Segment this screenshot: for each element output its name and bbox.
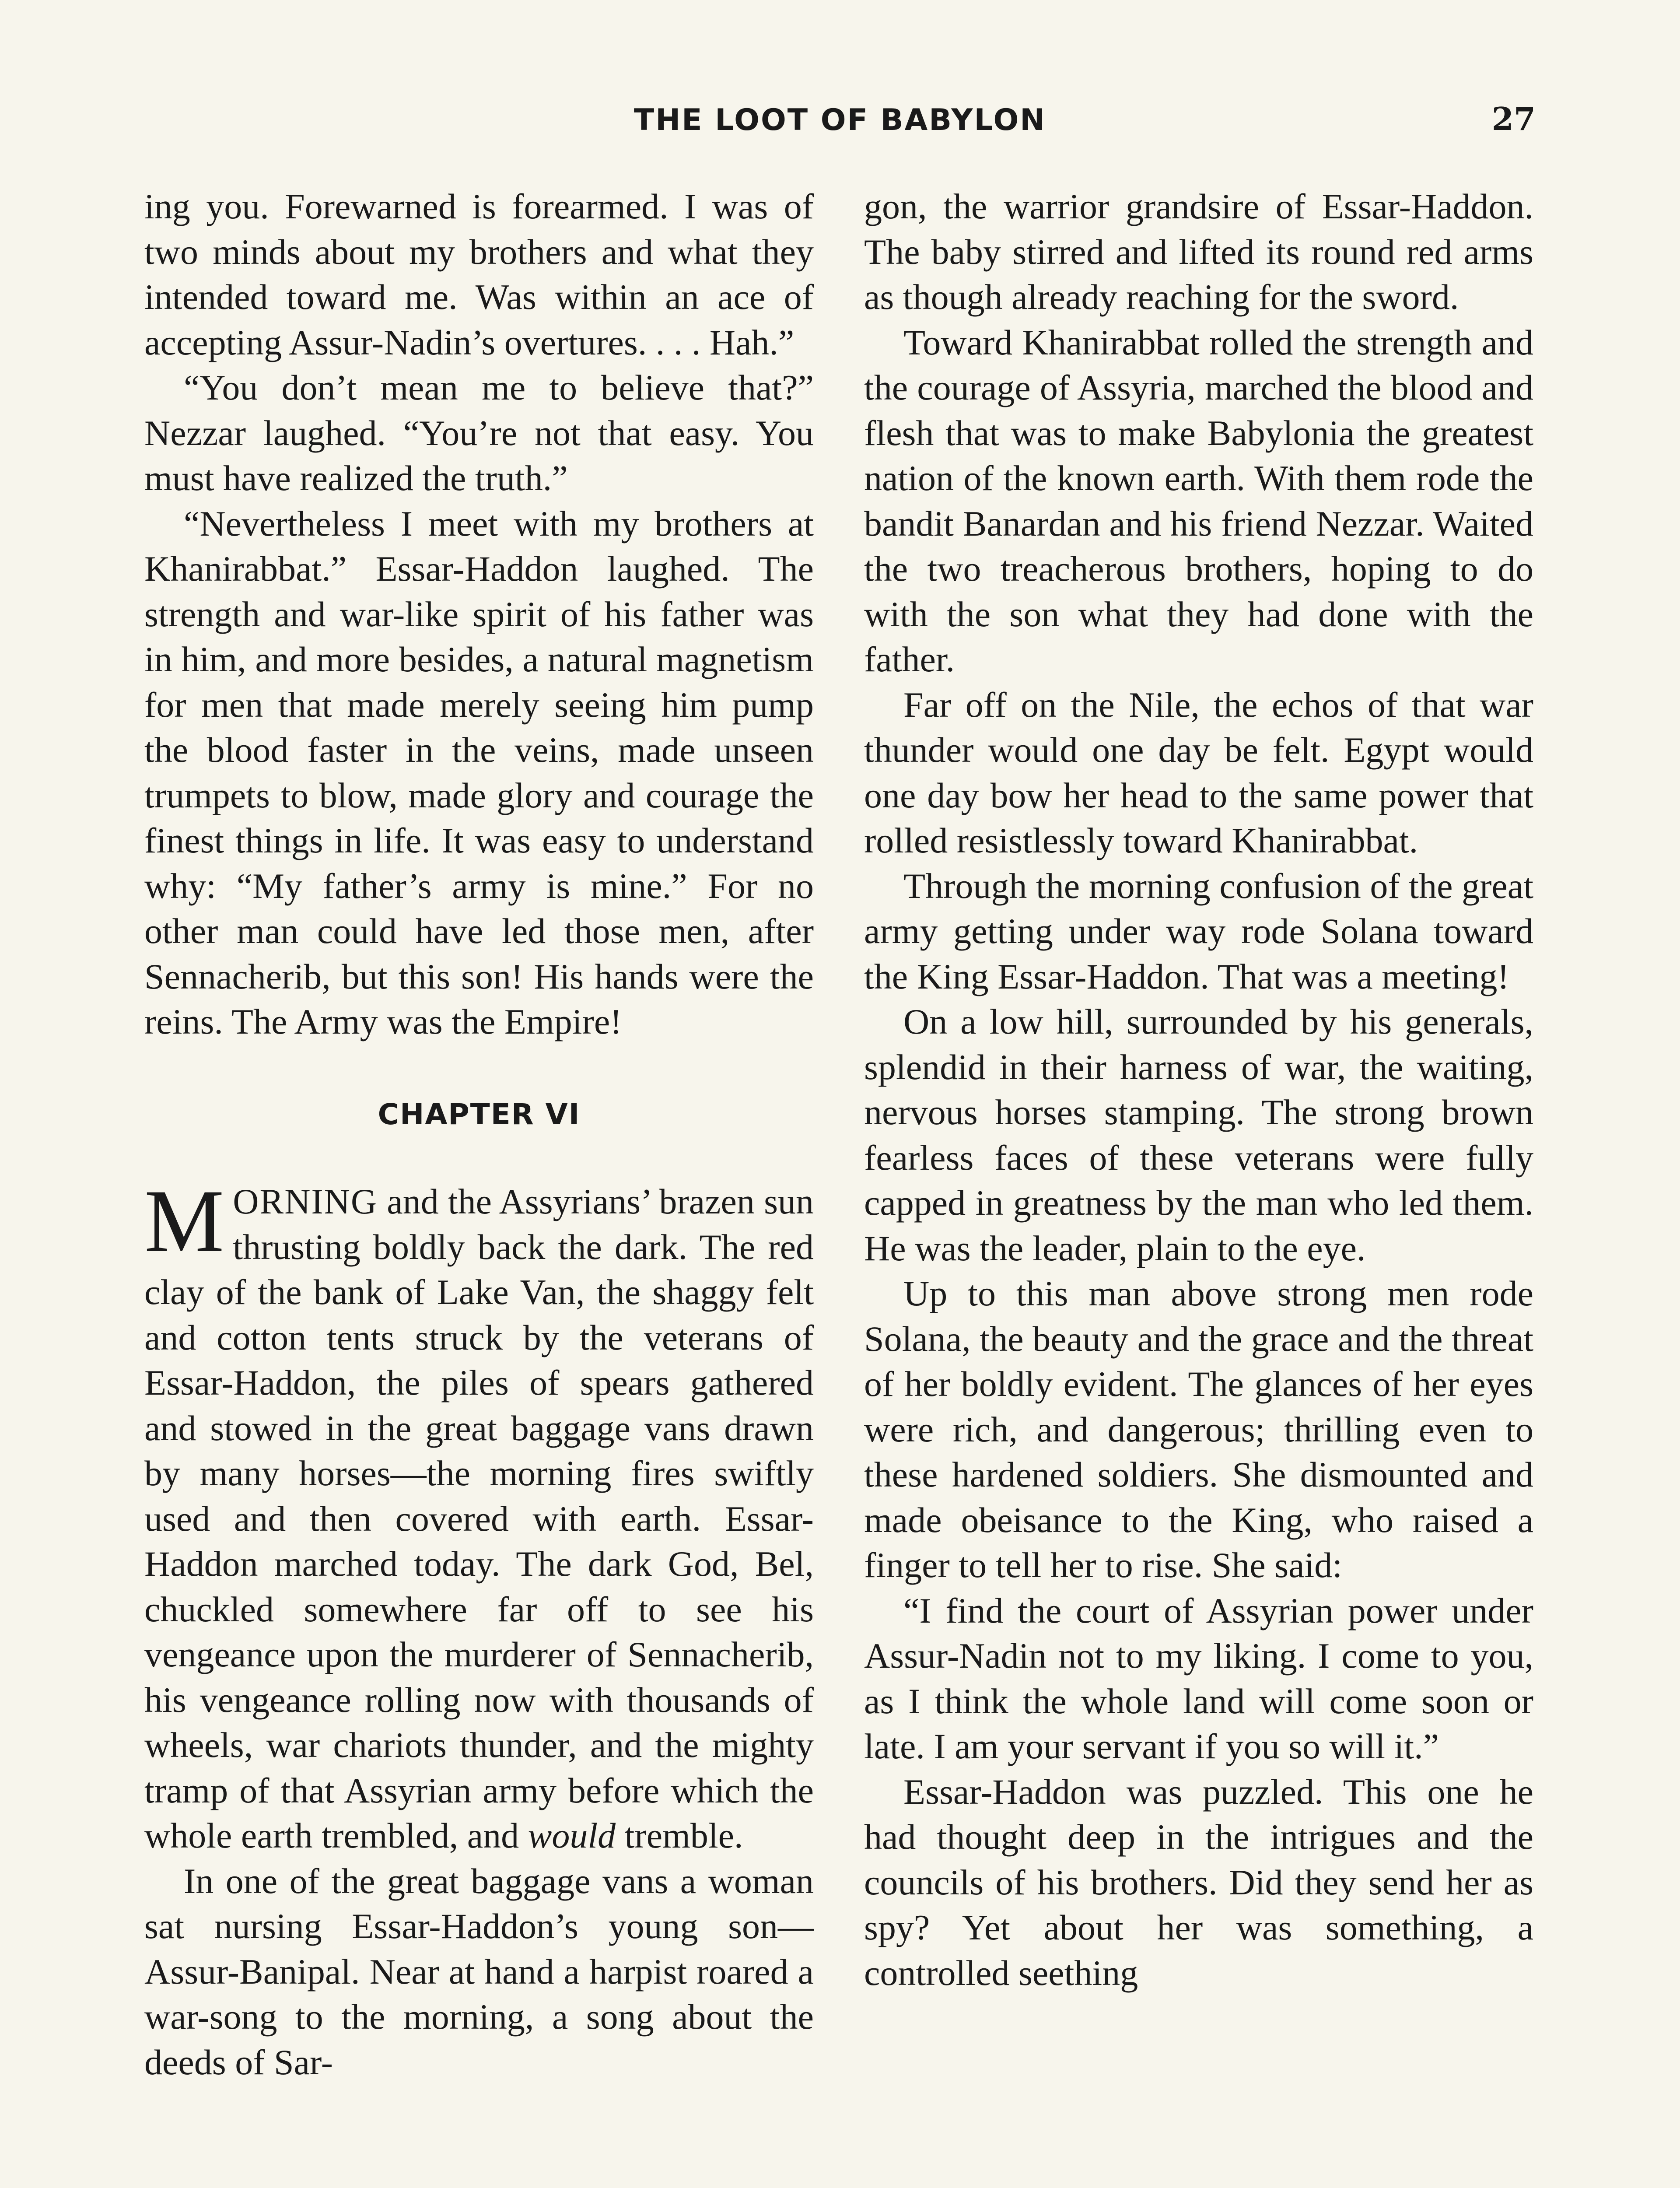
chapter-heading: CHAPTER VI (378, 1097, 581, 1131)
left-column (144, 184, 814, 2085)
paragraph: “I find the court of Assyrian power under Assur-Nadin not to my liking. I come to you, as I think the whole land will come soon or late. I am your servant if you so will it.” (864, 1590, 1533, 1766)
paragraph: Far off on the Nile, the echos of that war thunder would one day be felt. Egypt would one day bow her head to the same power that rolled resistlessly toward Khanirabbat. (864, 684, 1533, 860)
paragraph: In one of the great baggage vans a woman sat nursing Essar-Haddon’s young son—Assur-Banipal. Near at hand a harpist roared a war-song to the morning, a song about the deeds of Sar- (144, 1861, 814, 2082)
chapter-opening-paragraph (144, 1171, 814, 1858)
paragraph-text-end: tremble. (616, 1816, 743, 1855)
paragraph: gon, the warrior grandsire of Essar-Haddon. The baby stirred and lifted its round red arms as though already reaching for the sword. (864, 186, 1533, 317)
paragraph: Through the morning confusion of the great army getting under way rode Solana toward the King Essar-Haddon. That was a meeting! (864, 866, 1533, 996)
paragraph: ing you. Forewarned is forearmed. I was of two minds about my brothers and what they intended toward me. Was within an ace of accepting Assur-Nadin’s overtures. . . . Hah.” (144, 186, 814, 362)
paragraph: Toward Khanirabbat rolled the strength and the courage of Assyria, marched the blood and flesh that was to make Babylonia the greatest nation of the known earth. With them rode the bandit Banardan and his friend Nezzar. Waited the two treacherous brothers, hoping to do with the son what they had done with the father. (864, 322, 1533, 679)
drop-cap: M (144, 1171, 224, 1271)
opening-word: ORNING (233, 1182, 378, 1221)
paragraph: “You don’t mean me to believe that?” Nezzar laughed. “You’re not that easy. You must have realized the truth.” (144, 368, 814, 498)
running-title: THE LOOT OF BABYLON (634, 103, 1046, 137)
paragraph: Essar-Haddon was puzzled. This one he had thought deep in the intrigues and the councils of his brothers. Did they send her as spy? Yet about her was something, a controlled seething (864, 1771, 1533, 1993)
paragraph: Up to this man above strong men rode Solana, the beauty and the grace and the threat of her boldly evident. The glances of her eyes were rich, and dangerous; thrilling even to these hardened soldiers. She dismounted and made obeisance to the King, who raised a finger to tell her to rise. She said: (864, 1273, 1533, 1585)
right-column (864, 184, 1533, 1995)
page-number: 27 (1491, 100, 1536, 137)
italic-word: would (528, 1816, 616, 1855)
paragraph: “Nevertheless I meet with my brothers at Khanirabbat.” Essar-Haddon laughed. The strength and war-like spirit of his father was in him, and more besides, a natural magnetism for men that made merely seeing him pump the blood faster in the veins, made unseen trumpets to blow, made glory and courage the finest things in life. It was easy to understand why: “My father’s army is mine.” For no other man could have led those men, after Sennacherib, but this son! His hands were the reins. The Army was the Empire! (144, 503, 814, 1041)
paragraph: On a low hill, surrounded by his generals, splendid in their harness of war, the waiting, nervous horses stamping. The strong brown fearless faces of these veterans were fully capped in greatness by the man who led them. He was the leader, plain to the eye. (864, 1002, 1533, 1268)
paragraph-text: and the Assyrians’ brazen sun thrusting boldly back the dark. The red clay of the bank of Lake Van, the shaggy felt and cotton tents struck by the veterans of Essar-Haddon, the piles of spears gathered and stowed in the great baggage vans drawn by many horses—the morning fires swiftly used and then covered with earth. Essar-Haddon marched today. The dark God, Bel, chuckled somewhere far off to see his vengeance upon the murderer of Sennacherib, his vengeance rolling now with thousands of wheels, war chariots thunder, and the mighty tramp of that Assyrian army before which the whole earth trembled, and (144, 1182, 814, 1855)
page-header (144, 98, 1536, 147)
